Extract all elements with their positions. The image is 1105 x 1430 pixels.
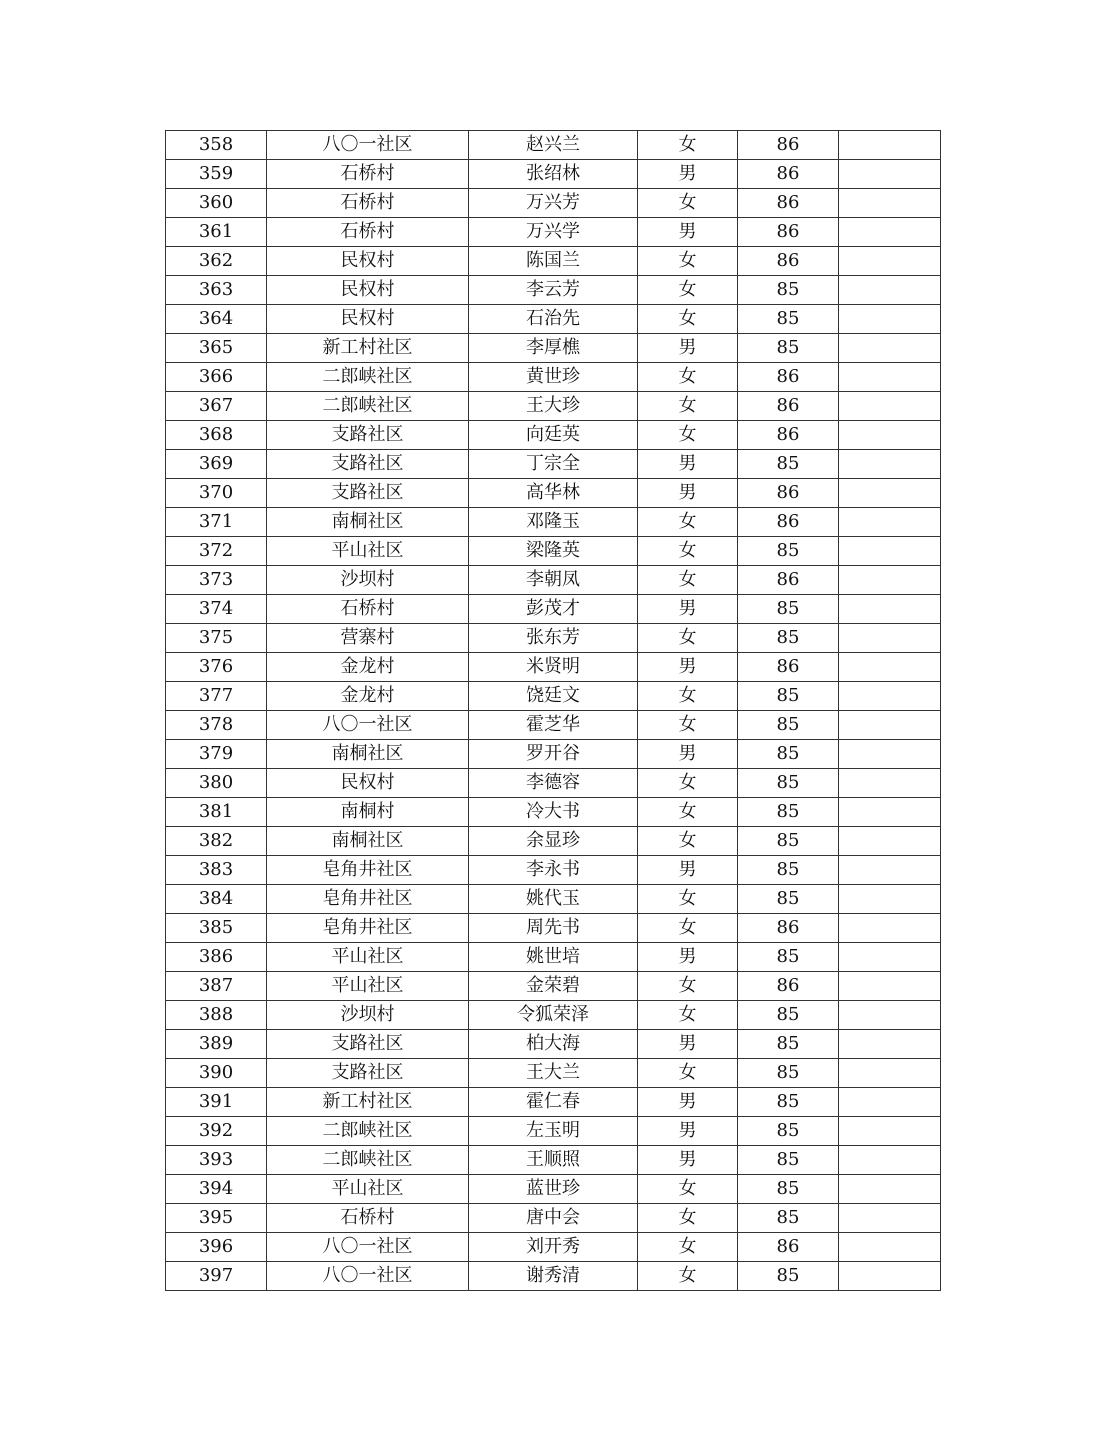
serial-number-cell: 360 [166, 189, 267, 218]
community-cell: 二郎峡社区 [267, 363, 469, 392]
serial-number-cell: 384 [166, 885, 267, 914]
serial-number-cell: 395 [166, 1204, 267, 1233]
community-cell: 二郎峡社区 [267, 392, 469, 421]
name-cell: 梁隆英 [469, 537, 638, 566]
remark-cell [839, 711, 941, 740]
remark-cell [839, 682, 941, 711]
remark-cell [839, 624, 941, 653]
age-cell: 85 [738, 1262, 839, 1291]
gender-cell: 女 [638, 1059, 738, 1088]
serial-number-cell: 392 [166, 1117, 267, 1146]
name-cell: 李永书 [469, 856, 638, 885]
table-row [166, 189, 941, 218]
community-cell: 新工村社区 [267, 334, 469, 363]
community-cell: 民权村 [267, 247, 469, 276]
age-cell: 86 [738, 479, 839, 508]
table-row [166, 334, 941, 363]
gender-cell: 女 [638, 1175, 738, 1204]
remark-cell [839, 276, 941, 305]
community-cell: 南桐社区 [267, 508, 469, 537]
age-cell: 85 [738, 798, 839, 827]
name-cell: 赵兴兰 [469, 131, 638, 160]
age-cell: 86 [738, 363, 839, 392]
gender-cell: 男 [638, 1030, 738, 1059]
table-row [166, 1262, 941, 1291]
gender-cell: 女 [638, 508, 738, 537]
remark-cell [839, 363, 941, 392]
community-cell: 八〇一社区 [267, 1262, 469, 1291]
community-cell: 平山社区 [267, 972, 469, 1001]
serial-number-cell: 381 [166, 798, 267, 827]
gender-cell: 男 [638, 1117, 738, 1146]
remark-cell [839, 856, 941, 885]
name-cell: 丁宗全 [469, 450, 638, 479]
name-cell: 高华林 [469, 479, 638, 508]
serial-number-cell: 361 [166, 218, 267, 247]
remark-cell [839, 450, 941, 479]
table-row [166, 943, 941, 972]
remark-cell [839, 740, 941, 769]
name-cell: 向廷英 [469, 421, 638, 450]
age-cell: 85 [738, 1001, 839, 1030]
gender-cell: 女 [638, 131, 738, 160]
remark-cell [839, 885, 941, 914]
table-row [166, 1146, 941, 1175]
serial-number-cell: 377 [166, 682, 267, 711]
serial-number-cell: 372 [166, 537, 267, 566]
name-cell: 王顺照 [469, 1146, 638, 1175]
serial-number-cell: 379 [166, 740, 267, 769]
name-cell: 刘开秀 [469, 1233, 638, 1262]
serial-number-cell: 382 [166, 827, 267, 856]
name-cell: 李厚樵 [469, 334, 638, 363]
serial-number-cell: 369 [166, 450, 267, 479]
remark-cell [839, 943, 941, 972]
remark-cell [839, 479, 941, 508]
table-row [166, 914, 941, 943]
table-row [166, 276, 941, 305]
name-cell: 米贤明 [469, 653, 638, 682]
name-cell: 李朝凤 [469, 566, 638, 595]
table-row [166, 682, 941, 711]
table-row [166, 595, 941, 624]
community-cell: 石桥村 [267, 160, 469, 189]
serial-number-cell: 366 [166, 363, 267, 392]
age-cell: 85 [738, 1146, 839, 1175]
age-cell: 85 [738, 1030, 839, 1059]
table-row [166, 421, 941, 450]
community-cell: 皂角井社区 [267, 885, 469, 914]
serial-number-cell: 380 [166, 769, 267, 798]
age-cell: 86 [738, 421, 839, 450]
gender-cell: 男 [638, 943, 738, 972]
remark-cell [839, 1262, 941, 1291]
name-cell: 余显珍 [469, 827, 638, 856]
name-cell: 万兴芳 [469, 189, 638, 218]
table-row [166, 1001, 941, 1030]
community-cell: 民权村 [267, 305, 469, 334]
gender-cell: 女 [638, 276, 738, 305]
age-cell: 85 [738, 769, 839, 798]
table-row [166, 1030, 941, 1059]
table-row [166, 740, 941, 769]
community-cell: 皂角井社区 [267, 856, 469, 885]
roster-table [165, 130, 941, 1291]
table-row [166, 769, 941, 798]
age-cell: 85 [738, 856, 839, 885]
table-row [166, 392, 941, 421]
table-row [166, 537, 941, 566]
table-row [166, 1233, 941, 1262]
remark-cell [839, 595, 941, 624]
remark-cell [839, 798, 941, 827]
remark-cell [839, 653, 941, 682]
remark-cell [839, 1204, 941, 1233]
gender-cell: 男 [638, 479, 738, 508]
table-row [166, 479, 941, 508]
table-row [166, 305, 941, 334]
age-cell: 85 [738, 740, 839, 769]
gender-cell: 女 [638, 1001, 738, 1030]
age-cell: 85 [738, 885, 839, 914]
age-cell: 86 [738, 189, 839, 218]
remark-cell [839, 827, 941, 856]
gender-cell: 女 [638, 189, 738, 218]
table-row [166, 711, 941, 740]
serial-number-cell: 358 [166, 131, 267, 160]
age-cell: 85 [738, 1204, 839, 1233]
community-cell: 八〇一社区 [267, 131, 469, 160]
gender-cell: 女 [638, 914, 738, 943]
table-row [166, 1088, 941, 1117]
serial-number-cell: 397 [166, 1262, 267, 1291]
serial-number-cell: 396 [166, 1233, 267, 1262]
gender-cell: 男 [638, 334, 738, 363]
serial-number-cell: 362 [166, 247, 267, 276]
serial-number-cell: 374 [166, 595, 267, 624]
gender-cell: 女 [638, 885, 738, 914]
gender-cell: 男 [638, 856, 738, 885]
remark-cell [839, 1117, 941, 1146]
name-cell: 饶廷文 [469, 682, 638, 711]
name-cell: 唐中会 [469, 1204, 638, 1233]
serial-number-cell: 387 [166, 972, 267, 1001]
table-row [166, 798, 941, 827]
remark-cell [839, 537, 941, 566]
remark-cell [839, 972, 941, 1001]
table-row [166, 624, 941, 653]
community-cell: 二郎峡社区 [267, 1146, 469, 1175]
age-cell: 85 [738, 711, 839, 740]
gender-cell: 男 [638, 218, 738, 247]
gender-cell: 女 [638, 305, 738, 334]
community-cell: 八〇一社区 [267, 1233, 469, 1262]
gender-cell: 女 [638, 1262, 738, 1291]
community-cell: 二郎峡社区 [267, 1117, 469, 1146]
name-cell: 柏大海 [469, 1030, 638, 1059]
gender-cell: 男 [638, 160, 738, 189]
serial-number-cell: 383 [166, 856, 267, 885]
community-cell: 沙坝村 [267, 566, 469, 595]
remark-cell [839, 566, 941, 595]
community-cell: 平山社区 [267, 537, 469, 566]
age-cell: 86 [738, 653, 839, 682]
name-cell: 邓隆玉 [469, 508, 638, 537]
gender-cell: 男 [638, 1088, 738, 1117]
remark-cell [839, 1233, 941, 1262]
remark-cell [839, 1146, 941, 1175]
table-row [166, 363, 941, 392]
remark-cell [839, 508, 941, 537]
age-cell: 85 [738, 1059, 839, 1088]
remark-cell [839, 131, 941, 160]
community-cell: 支路社区 [267, 479, 469, 508]
serial-number-cell: 359 [166, 160, 267, 189]
serial-number-cell: 370 [166, 479, 267, 508]
community-cell: 支路社区 [267, 421, 469, 450]
age-cell: 85 [738, 1117, 839, 1146]
gender-cell: 女 [638, 972, 738, 1001]
remark-cell [839, 1059, 941, 1088]
community-cell: 民权村 [267, 276, 469, 305]
serial-number-cell: 376 [166, 653, 267, 682]
gender-cell: 男 [638, 450, 738, 479]
name-cell: 金荣碧 [469, 972, 638, 1001]
community-cell: 皂角井社区 [267, 914, 469, 943]
age-cell: 85 [738, 334, 839, 363]
remark-cell [839, 769, 941, 798]
name-cell: 周先书 [469, 914, 638, 943]
serial-number-cell: 367 [166, 392, 267, 421]
serial-number-cell: 378 [166, 711, 267, 740]
community-cell: 石桥村 [267, 1204, 469, 1233]
name-cell: 石治先 [469, 305, 638, 334]
name-cell: 李云芳 [469, 276, 638, 305]
table-row [166, 131, 941, 160]
table-row [166, 508, 941, 537]
name-cell: 令狐荣泽 [469, 1001, 638, 1030]
table-row [166, 885, 941, 914]
age-cell: 85 [738, 682, 839, 711]
gender-cell: 女 [638, 711, 738, 740]
community-cell: 民权村 [267, 769, 469, 798]
remark-cell [839, 914, 941, 943]
name-cell: 冷大书 [469, 798, 638, 827]
gender-cell: 男 [638, 740, 738, 769]
remark-cell [839, 392, 941, 421]
community-cell: 沙坝村 [267, 1001, 469, 1030]
table-row [166, 247, 941, 276]
remark-cell [839, 305, 941, 334]
gender-cell: 女 [638, 1204, 738, 1233]
gender-cell: 女 [638, 421, 738, 450]
gender-cell: 女 [638, 798, 738, 827]
serial-number-cell: 389 [166, 1030, 267, 1059]
name-cell: 霍仁春 [469, 1088, 638, 1117]
age-cell: 86 [738, 566, 839, 595]
community-cell: 平山社区 [267, 1175, 469, 1204]
community-cell: 平山社区 [267, 943, 469, 972]
table-row [166, 160, 941, 189]
serial-number-cell: 394 [166, 1175, 267, 1204]
remark-cell [839, 1030, 941, 1059]
community-cell: 营寨村 [267, 624, 469, 653]
table-row [166, 1204, 941, 1233]
gender-cell: 男 [638, 653, 738, 682]
age-cell: 86 [738, 131, 839, 160]
gender-cell: 女 [638, 827, 738, 856]
community-cell: 支路社区 [267, 1030, 469, 1059]
age-cell: 85 [738, 450, 839, 479]
community-cell: 石桥村 [267, 595, 469, 624]
age-cell: 85 [738, 537, 839, 566]
name-cell: 张东芳 [469, 624, 638, 653]
table-row [166, 218, 941, 247]
community-cell: 金龙村 [267, 653, 469, 682]
age-cell: 86 [738, 914, 839, 943]
serial-number-cell: 388 [166, 1001, 267, 1030]
community-cell: 八〇一社区 [267, 711, 469, 740]
name-cell: 李德容 [469, 769, 638, 798]
table-row [166, 972, 941, 1001]
serial-number-cell: 363 [166, 276, 267, 305]
gender-cell: 男 [638, 595, 738, 624]
name-cell: 万兴学 [469, 218, 638, 247]
table-row [166, 653, 941, 682]
serial-number-cell: 386 [166, 943, 267, 972]
table-row [166, 450, 941, 479]
community-cell: 南桐村 [267, 798, 469, 827]
serial-number-cell: 385 [166, 914, 267, 943]
age-cell: 86 [738, 972, 839, 1001]
gender-cell: 女 [638, 537, 738, 566]
remark-cell [839, 247, 941, 276]
name-cell: 蓝世珍 [469, 1175, 638, 1204]
name-cell: 彭茂才 [469, 595, 638, 624]
serial-number-cell: 393 [166, 1146, 267, 1175]
name-cell: 张绍林 [469, 160, 638, 189]
name-cell: 姚世培 [469, 943, 638, 972]
gender-cell: 女 [638, 1233, 738, 1262]
serial-number-cell: 373 [166, 566, 267, 595]
name-cell: 黄世珍 [469, 363, 638, 392]
name-cell: 姚代玉 [469, 885, 638, 914]
serial-number-cell: 390 [166, 1059, 267, 1088]
gender-cell: 女 [638, 624, 738, 653]
community-cell: 金龙村 [267, 682, 469, 711]
gender-cell: 男 [638, 1146, 738, 1175]
community-cell: 支路社区 [267, 1059, 469, 1088]
age-cell: 86 [738, 508, 839, 537]
remark-cell [839, 1001, 941, 1030]
name-cell: 谢秀清 [469, 1262, 638, 1291]
serial-number-cell: 368 [166, 421, 267, 450]
serial-number-cell: 391 [166, 1088, 267, 1117]
table-row [166, 827, 941, 856]
community-cell: 石桥村 [267, 189, 469, 218]
table-row [166, 856, 941, 885]
age-cell: 85 [738, 1175, 839, 1204]
remark-cell [839, 421, 941, 450]
name-cell: 左玉明 [469, 1117, 638, 1146]
roster-table-body [166, 131, 941, 1291]
gender-cell: 女 [638, 392, 738, 421]
table-row [166, 1175, 941, 1204]
age-cell: 85 [738, 827, 839, 856]
age-cell: 86 [738, 218, 839, 247]
age-cell: 86 [738, 160, 839, 189]
community-cell: 南桐社区 [267, 740, 469, 769]
age-cell: 85 [738, 305, 839, 334]
age-cell: 85 [738, 1088, 839, 1117]
age-cell: 86 [738, 247, 839, 276]
community-cell: 石桥村 [267, 218, 469, 247]
serial-number-cell: 375 [166, 624, 267, 653]
remark-cell [839, 1088, 941, 1117]
name-cell: 王大兰 [469, 1059, 638, 1088]
table-row [166, 566, 941, 595]
age-cell: 86 [738, 1233, 839, 1262]
community-cell: 支路社区 [267, 450, 469, 479]
name-cell: 王大珍 [469, 392, 638, 421]
table-row [166, 1059, 941, 1088]
table-row [166, 1117, 941, 1146]
age-cell: 85 [738, 624, 839, 653]
gender-cell: 女 [638, 363, 738, 392]
serial-number-cell: 371 [166, 508, 267, 537]
remark-cell [839, 1175, 941, 1204]
serial-number-cell: 365 [166, 334, 267, 363]
community-cell: 南桐社区 [267, 827, 469, 856]
remark-cell [839, 189, 941, 218]
remark-cell [839, 334, 941, 363]
age-cell: 86 [738, 392, 839, 421]
gender-cell: 女 [638, 566, 738, 595]
name-cell: 霍芝华 [469, 711, 638, 740]
gender-cell: 女 [638, 769, 738, 798]
name-cell: 罗开谷 [469, 740, 638, 769]
gender-cell: 女 [638, 682, 738, 711]
serial-number-cell: 364 [166, 305, 267, 334]
remark-cell [839, 160, 941, 189]
age-cell: 85 [738, 276, 839, 305]
age-cell: 85 [738, 943, 839, 972]
remark-cell [839, 218, 941, 247]
community-cell: 新工村社区 [267, 1088, 469, 1117]
gender-cell: 女 [638, 247, 738, 276]
age-cell: 85 [738, 595, 839, 624]
name-cell: 陈国兰 [469, 247, 638, 276]
